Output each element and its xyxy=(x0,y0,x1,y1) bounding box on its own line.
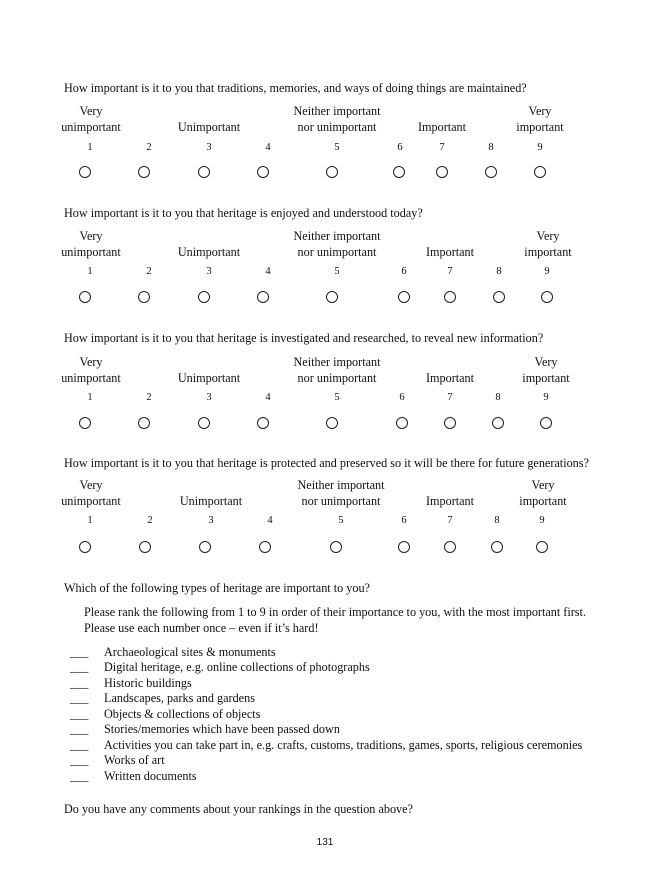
q4-number-4: 4 xyxy=(267,515,273,526)
ranking-question-text: Which of the following types of heritage are important to you? xyxy=(64,581,370,595)
q3-number-6: 6 xyxy=(399,392,405,403)
q2-number-5: 5 xyxy=(334,266,340,277)
rank-blank[interactable]: ___ xyxy=(70,660,89,674)
rank-item-label: Works of art xyxy=(104,753,165,767)
q3-number-4: 4 xyxy=(265,392,271,403)
q1-number-1: 1 xyxy=(87,142,93,153)
q2-number-7: 7 xyxy=(447,266,453,277)
page-number: 131 xyxy=(316,837,334,848)
q3-number-9: 9 xyxy=(543,392,549,403)
q4-radio-3[interactable] xyxy=(199,541,211,553)
q1-radio-3[interactable] xyxy=(198,166,210,178)
q2-label-neither: Neither important nor unimportant xyxy=(293,229,381,259)
q3-number-1: 1 xyxy=(87,392,93,403)
q2-radio-6[interactable] xyxy=(398,291,410,303)
q2-number-2: 2 xyxy=(146,266,152,277)
q1-number-4: 4 xyxy=(265,142,271,153)
q2-radio-7[interactable] xyxy=(444,291,456,303)
q4-number-2: 2 xyxy=(147,515,153,526)
q1-radio-7[interactable] xyxy=(436,166,448,178)
q4-radio-8[interactable] xyxy=(491,541,503,553)
q3-number-7: 7 xyxy=(447,392,453,403)
q3-radio-2[interactable] xyxy=(138,417,150,429)
rank-item-label: Activities you can take part in, e.g. crafts, customs, traditions, games, sports, religious ceremonies xyxy=(104,738,583,752)
q4-radio-1[interactable] xyxy=(79,541,91,553)
q4-radio-7[interactable] xyxy=(444,541,456,553)
q1-number-9: 9 xyxy=(537,142,543,153)
rank-item-label: Archaeological sites & monuments xyxy=(104,645,276,659)
q4-number-7: 7 xyxy=(447,515,453,526)
q4-radio-9[interactable] xyxy=(536,541,548,553)
q1-radio-6[interactable] xyxy=(393,166,405,178)
q1-radio-8[interactable] xyxy=(485,166,497,178)
q2-radio-4[interactable] xyxy=(257,291,269,303)
q1-radio-1[interactable] xyxy=(79,166,91,178)
q1-label-important: Important xyxy=(417,120,467,134)
q4-label-unimportant: Unimportant xyxy=(179,494,243,508)
q1-radio-9[interactable] xyxy=(534,166,546,178)
q1-number-5: 5 xyxy=(334,142,340,153)
rank-blank[interactable]: ___ xyxy=(70,769,89,783)
q3-number-3: 3 xyxy=(206,392,212,403)
rank-item-label: Written documents xyxy=(104,769,197,783)
question-1-text: How important is it to you that traditions, memories, and ways of doing things are maintained? xyxy=(64,81,527,95)
rank-item-label: Historic buildings xyxy=(104,676,192,690)
q3-radio-9[interactable] xyxy=(540,417,552,429)
q3-number-8: 8 xyxy=(495,392,501,403)
q1-radio-2[interactable] xyxy=(138,166,150,178)
q4-number-3: 3 xyxy=(208,515,214,526)
q1-number-6: 6 xyxy=(397,142,403,153)
q3-radio-1[interactable] xyxy=(79,417,91,429)
q4-number-5: 5 xyxy=(338,515,344,526)
q2-radio-3[interactable] xyxy=(198,291,210,303)
rank-item-label: Stories/memories which have been passed down xyxy=(104,722,340,736)
q2-number-1: 1 xyxy=(87,266,93,277)
q1-label-unimportant: Unimportant xyxy=(177,120,241,134)
rank-blank[interactable]: ___ xyxy=(70,676,89,690)
rank-blank[interactable]: ___ xyxy=(70,707,89,721)
q4-label-very-important: Very important xyxy=(519,478,567,508)
ranking-instructions: Please rank the following from 1 to 9 in order of their importance to you, with the most important first. Please use each number once – even if it’s hard! xyxy=(84,605,586,635)
q2-label-very-important: Very important xyxy=(524,229,572,259)
q1-label-neither: Neither important nor unimportant xyxy=(293,104,381,134)
q1-number-3: 3 xyxy=(206,142,212,153)
q2-label-important: Important xyxy=(425,245,475,259)
rank-blank[interactable]: ___ xyxy=(70,738,89,752)
q3-radio-6[interactable] xyxy=(396,417,408,429)
q3-label-important: Important xyxy=(425,371,475,385)
q2-label-very-unimportant: Very unimportant xyxy=(61,229,121,259)
q3-number-5: 5 xyxy=(334,392,340,403)
question-4-text: How important is it to you that heritage is protected and preserved so it will be there for future generations? xyxy=(64,456,589,470)
question-3-text: How important is it to you that heritage is investigated and researched, to reveal new information? xyxy=(64,331,544,345)
rank-item-label: Digital heritage, e.g. online collections of photographs xyxy=(104,660,370,674)
q3-number-2: 2 xyxy=(146,392,152,403)
q1-radio-4[interactable] xyxy=(257,166,269,178)
q4-radio-5[interactable] xyxy=(330,541,342,553)
rank-item-label: Landscapes, parks and gardens xyxy=(104,691,255,705)
q4-radio-6[interactable] xyxy=(398,541,410,553)
question-2-text: How important is it to you that heritage is enjoyed and understood today? xyxy=(64,206,423,220)
rank-item-label: Objects & collections of objects xyxy=(104,707,261,721)
comments-question-text: Do you have any comments about your rankings in the question above? xyxy=(64,802,413,816)
q4-number-8: 8 xyxy=(494,515,500,526)
q4-number-6: 6 xyxy=(401,515,407,526)
q1-number-2: 2 xyxy=(146,142,152,153)
q4-label-important: Important xyxy=(425,494,475,508)
q3-label-neither: Neither important nor unimportant xyxy=(293,355,381,385)
q2-number-8: 8 xyxy=(496,266,502,277)
q3-radio-7[interactable] xyxy=(444,417,456,429)
q1-label-very-important: Very important xyxy=(516,104,564,134)
q3-radio-3[interactable] xyxy=(198,417,210,429)
q1-radio-5[interactable] xyxy=(326,166,338,178)
q2-number-4: 4 xyxy=(265,266,271,277)
rank-blank[interactable]: ___ xyxy=(70,722,89,736)
q2-number-9: 9 xyxy=(544,266,550,277)
q2-number-3: 3 xyxy=(206,266,212,277)
rank-blank[interactable]: ___ xyxy=(70,691,89,705)
q2-number-6: 6 xyxy=(401,266,407,277)
q1-label-very-unimportant: Very unimportant xyxy=(61,104,121,134)
q4-label-neither: Neither important nor unimportant xyxy=(297,478,385,508)
q4-radio-4[interactable] xyxy=(259,541,271,553)
q4-label-very-unimportant: Very unimportant xyxy=(61,478,121,508)
q3-radio-5[interactable] xyxy=(326,417,338,429)
q2-radio-2[interactable] xyxy=(138,291,150,303)
q2-radio-9[interactable] xyxy=(541,291,553,303)
q1-number-8: 8 xyxy=(488,142,494,153)
q3-radio-8[interactable] xyxy=(492,417,504,429)
q3-label-very-unimportant: Very unimportant xyxy=(61,355,121,385)
rank-blank[interactable]: ___ xyxy=(70,753,89,767)
q4-number-9: 9 xyxy=(539,515,545,526)
q2-radio-8[interactable] xyxy=(493,291,505,303)
q2-label-unimportant: Unimportant xyxy=(177,245,241,259)
q3-label-unimportant: Unimportant xyxy=(177,371,241,385)
q2-radio-5[interactable] xyxy=(326,291,338,303)
rank-blank[interactable]: ___ xyxy=(70,645,89,659)
q3-label-very-important: Very important xyxy=(522,355,570,385)
q4-number-1: 1 xyxy=(87,515,93,526)
q4-radio-2[interactable] xyxy=(139,541,151,553)
q1-number-7: 7 xyxy=(439,142,445,153)
q2-radio-1[interactable] xyxy=(79,291,91,303)
q3-radio-4[interactable] xyxy=(257,417,269,429)
